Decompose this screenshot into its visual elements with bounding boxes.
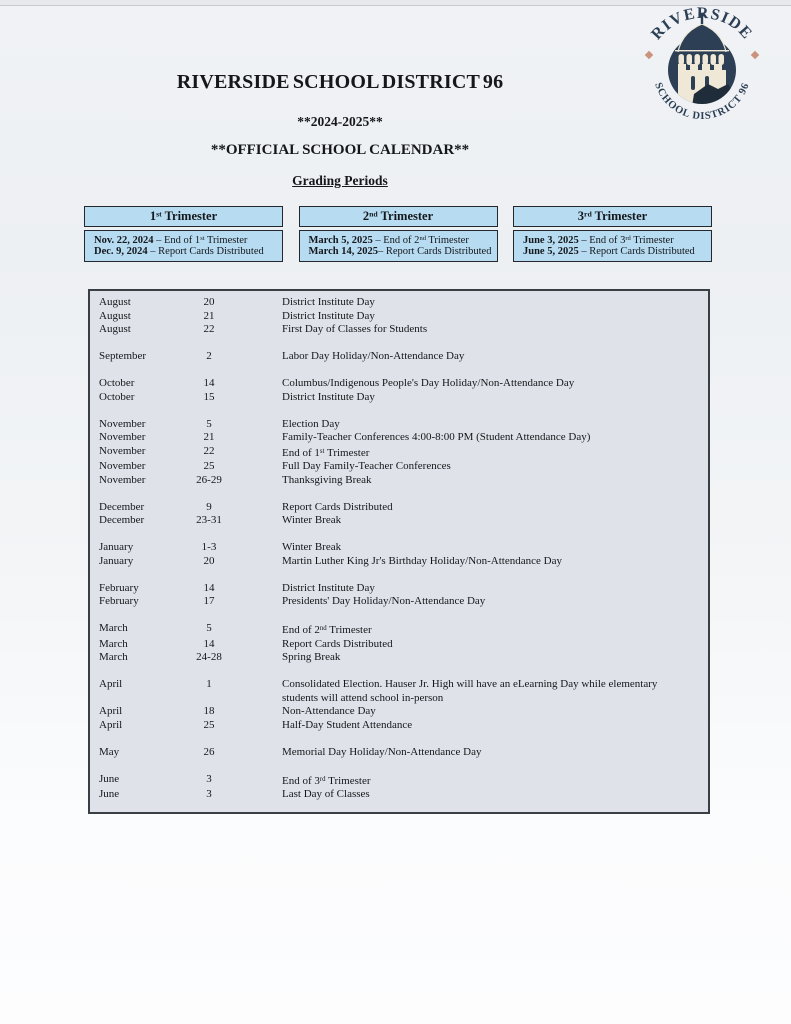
event-description-cell: End of 1st Trimester <box>282 446 370 459</box>
event-description-cell: End of 2nd Trimester <box>282 624 372 637</box>
event-description-cell: District Institute Day <box>282 309 375 322</box>
trimester-title: 3rd Trimester <box>513 206 712 227</box>
month-cell: November <box>99 473 146 486</box>
calendar-table <box>88 289 710 814</box>
month-cell: January <box>99 554 134 567</box>
schedule-row <box>99 788 698 802</box>
date-cell: 5 <box>206 417 212 430</box>
date-cell: 14 <box>203 581 215 594</box>
schedule-row <box>99 350 698 364</box>
event-description-cell: Columbus/Indigenous People's Day Holiday/Non-Attendance Day <box>282 377 575 389</box>
date-cell: 22 <box>203 323 215 335</box>
blank-row <box>99 364 698 378</box>
event-description-cell: District Institute Day <box>282 581 375 594</box>
ordinal-superscript: st <box>319 447 325 455</box>
schedule-row <box>99 323 698 337</box>
date-cell: 17 <box>203 595 215 608</box>
blank-row <box>99 404 698 418</box>
date-cell: 25 <box>203 718 215 731</box>
event-description-cell: Spring Break <box>282 651 341 664</box>
grading-date: March 5, 2025 <box>308 234 373 246</box>
district-logo-icon <box>638 0 766 128</box>
date-cell: 20 <box>203 554 215 567</box>
event-description-cell: Consolidated Election. Hauser Jr. High will have an eLearning Day while elementary students will attend school in-person <box>282 678 658 704</box>
schedule-row <box>99 418 698 432</box>
date-cell: 1-3 <box>201 541 217 554</box>
month-cell: April <box>99 718 123 731</box>
trimester-title: 1st Trimester <box>84 206 283 227</box>
date-cell: 15 <box>203 390 215 403</box>
ordinal-superscript: rd <box>319 775 326 783</box>
event-description-cell: District Institute Day <box>282 390 375 403</box>
event-description-cell: Full Day Family-Teacher Conferences <box>282 460 451 473</box>
date-cell: 14 <box>203 637 215 650</box>
logo-right-diamond-icon <box>751 51 759 59</box>
ordinal-superscript: nd <box>369 209 378 219</box>
date-cell: 14 <box>203 377 215 389</box>
schedule-row <box>99 773 698 789</box>
month-cell: August <box>99 296 131 308</box>
event-description-cell: District Institute Day <box>282 296 375 308</box>
grading-date-line: Nov. 22, 2024 – End of 1st Trimester <box>94 234 248 246</box>
schedule-row <box>99 638 698 652</box>
date-cell: 21 <box>203 431 215 443</box>
schedule-row <box>99 595 698 609</box>
schedule-row <box>99 445 698 461</box>
tower-arch-band-icon <box>675 50 729 66</box>
month-cell: June <box>99 788 120 801</box>
event-description-cell: Labor Day Holiday/Non-Attendance Day <box>282 350 465 362</box>
schedule-row <box>99 555 698 569</box>
logo-arc-bottom-text: SCHOOL DISTRICT 96 <box>652 81 752 123</box>
grading-date-line: March 5, 2025 – End of 2nd Trimester <box>308 234 469 246</box>
blank-row <box>99 337 698 351</box>
month-cell: May <box>99 745 120 758</box>
schedule-row <box>99 296 698 310</box>
schedule-row <box>99 310 698 324</box>
trimester-box <box>84 206 283 262</box>
event-description-cell: Winter Break <box>282 514 342 527</box>
blank-row <box>99 528 698 542</box>
event-description-cell: Last Day of Classes <box>282 788 370 801</box>
schedule-row <box>99 377 698 391</box>
month-cell: November <box>99 417 146 430</box>
schedule-row <box>99 746 698 760</box>
month-cell: April <box>99 678 123 691</box>
date-cell: 25 <box>203 460 215 473</box>
schedule-row <box>99 705 698 719</box>
date-cell: 22 <box>203 444 215 457</box>
date-cell: 3 <box>206 788 212 801</box>
ordinal-superscript: st <box>156 209 162 219</box>
event-description-cell: Non-Attendance Day <box>282 705 376 718</box>
official-calendar-line: **OFFICIAL SCHOOL CALENDAR** <box>210 142 470 158</box>
schedule-row <box>99 651 698 665</box>
month-cell: June <box>99 772 120 785</box>
month-cell: March <box>99 637 128 650</box>
month-cell: August <box>99 323 131 335</box>
schedule-row <box>99 501 698 515</box>
school-year-line: **2024-2025** <box>297 114 383 129</box>
schedule-row <box>99 391 698 405</box>
date-cell: 5 <box>206 622 212 635</box>
date-cell: 2 <box>206 350 212 362</box>
date-cell: 1 <box>206 678 212 691</box>
date-cell: 23-31 <box>196 514 222 527</box>
month-cell: December <box>99 500 145 513</box>
month-cell: February <box>99 581 139 594</box>
grading-date: June 5, 2025 <box>523 246 579 258</box>
date-cell: 26-29 <box>196 473 222 486</box>
date-cell: 24-28 <box>196 651 222 664</box>
trimester-dates-box <box>299 230 498 262</box>
month-cell: September <box>99 350 147 362</box>
grading-date-line: Dec. 9, 2024 – Report Cards Distributed <box>94 246 264 258</box>
schedule-row <box>99 431 698 445</box>
month-cell: April <box>99 705 123 718</box>
ordinal-superscript: st <box>200 235 205 242</box>
date-cell: 21 <box>203 309 215 322</box>
grading-date: June 3, 2025 <box>523 234 579 246</box>
schedule-row <box>99 514 698 528</box>
date-cell: 3 <box>206 772 212 785</box>
grading-periods-heading: Grading Periods <box>292 173 388 188</box>
month-cell: February <box>99 595 139 608</box>
event-description-cell: Report Cards Distributed <box>282 637 393 650</box>
date-cell: 20 <box>203 296 215 308</box>
trimester-box <box>513 206 712 262</box>
schedule-row <box>99 582 698 596</box>
blank-row <box>99 609 698 623</box>
event-description-cell: Family-Teacher Conferences 4:00-8:00 PM (Student Attendance Day) <box>282 431 591 443</box>
month-cell: March <box>99 651 128 664</box>
event-description-cell: Winter Break <box>282 541 342 554</box>
month-cell: November <box>99 460 146 473</box>
event-description-cell: Memorial Day Holiday/Non-Attendance Day <box>282 745 482 758</box>
logo-left-diamond-icon <box>645 51 653 59</box>
trimester-dates-box <box>84 230 283 262</box>
logo-arc-top-text: RIVERSIDE <box>648 4 756 44</box>
event-description-cell: Half-Day Student Attendance <box>282 718 413 731</box>
month-cell: November <box>99 431 146 443</box>
schedule-row <box>99 541 698 555</box>
month-cell: October <box>99 390 135 403</box>
blank-row <box>99 487 698 501</box>
schedule-row <box>99 719 698 733</box>
event-description-cell: Report Cards Distributed <box>282 500 393 513</box>
grading-period-boxes <box>84 206 712 262</box>
trimester-title: 2nd Trimester <box>299 206 498 227</box>
date-cell: 9 <box>206 500 212 513</box>
page-title: RIVERSIDE SCHOOL DISTRICT 96 <box>176 71 504 93</box>
event-description-cell: Presidents' Day Holiday/Non-Attendance Day <box>282 595 486 608</box>
month-cell: December <box>99 514 145 527</box>
ordinal-superscript: nd <box>419 235 426 242</box>
blank-row <box>99 568 698 582</box>
month-cell: November <box>99 444 146 457</box>
grading-date-line: June 5, 2025 – Report Cards Distributed <box>523 246 695 258</box>
grading-date-line: June 3, 2025 – End of 3rd Trimester <box>523 234 674 246</box>
ordinal-superscript: rd <box>625 235 631 242</box>
ordinal-superscript: nd <box>319 625 327 633</box>
grading-date: Nov. 22, 2024 <box>94 234 154 246</box>
blank-row <box>99 759 698 773</box>
event-description-cell: First Day of Classes for Students <box>282 323 428 335</box>
grading-date: Dec. 9, 2024 <box>94 246 148 258</box>
trimester-box <box>299 206 498 262</box>
grading-date-line: March 14, 2025– Report Cards Distributed <box>308 246 492 258</box>
month-cell: March <box>99 622 128 635</box>
event-description-cell: End of 3rd Trimester <box>282 774 371 787</box>
grading-date: March 14, 2025 <box>308 246 379 258</box>
blank-row <box>99 732 698 746</box>
schedule-row <box>99 678 698 705</box>
ordinal-superscript: rd <box>584 209 592 219</box>
schedule-row <box>99 474 698 488</box>
event-description-cell: Election Day <box>282 417 340 430</box>
event-description-cell: Martin Luther King Jr's Birthday Holiday/Non-Attendance Day <box>282 554 562 567</box>
month-cell: January <box>99 541 134 554</box>
schedule-row <box>99 460 698 474</box>
event-description-cell: Thanksgiving Break <box>282 473 372 486</box>
blank-row <box>99 665 698 679</box>
schedule-row <box>99 622 698 638</box>
month-cell: August <box>99 309 131 322</box>
date-cell: 26 <box>203 745 215 758</box>
trimester-dates-box <box>513 230 712 262</box>
date-cell: 18 <box>203 705 215 718</box>
month-cell: October <box>99 377 135 389</box>
